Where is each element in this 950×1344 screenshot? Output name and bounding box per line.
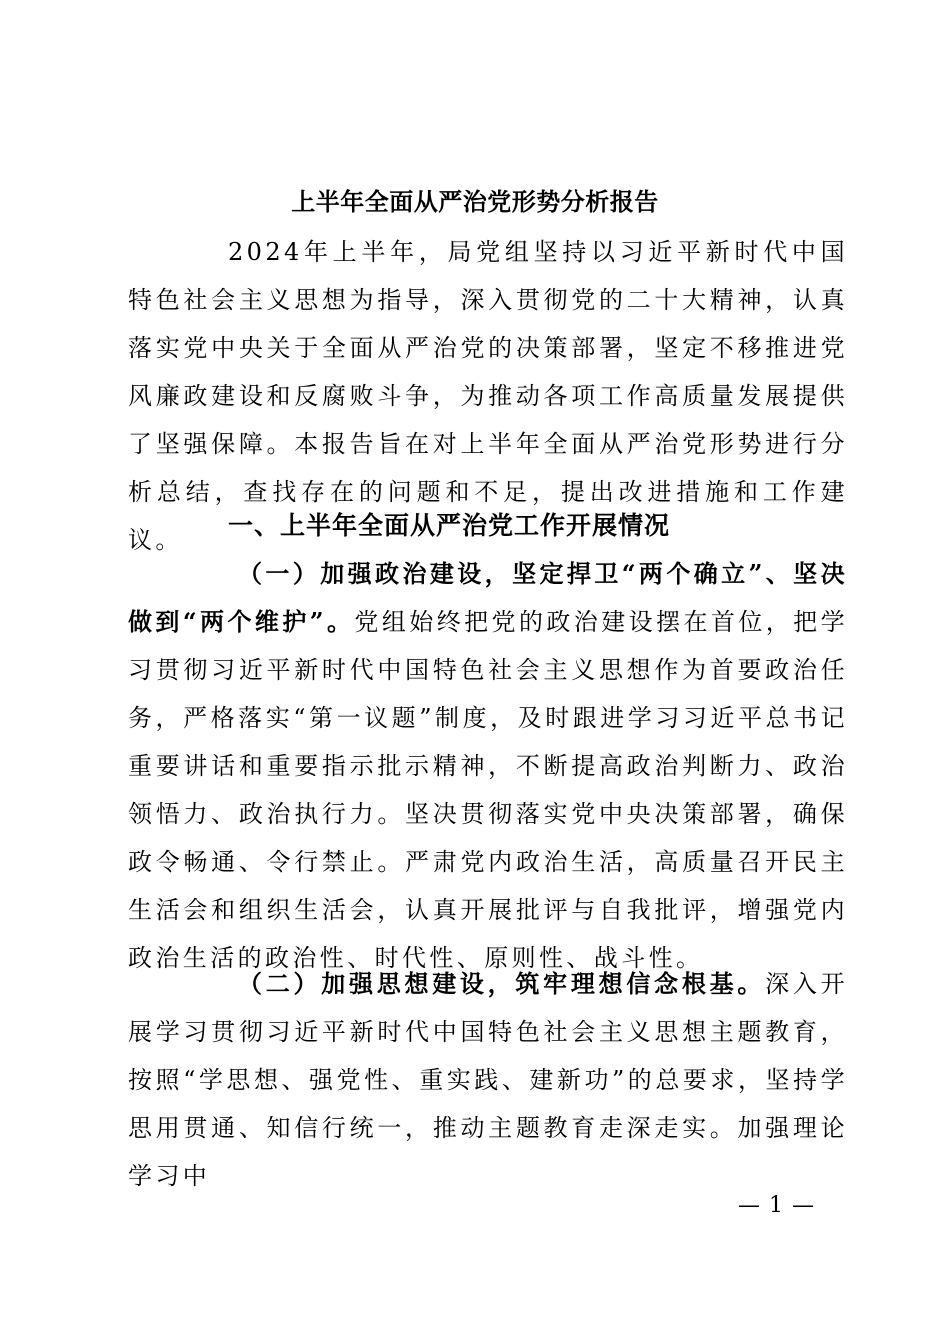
section-item-1-heading: （一）加强政治建设，坚定捍卫“两个确立”、坚决做到“两个维护”。 — [128, 559, 848, 636]
section-item-2-heading: （二）加强思想建设，筑牢理想信念根基。 — [238, 969, 766, 998]
section-item-1-text: 党组始终把党的政治建设摆在首位，把学习贯彻习近平新时代中国特色社会主义思想作为首要政治任务，严格落实“第一议题”制度，及时跟进学习习近平总书记重要讲话和重要指示批示精神，不断提高政治判断力、政治领悟力、政治执行力。坚决贯彻落实党中央决策部署，确保政令畅通、令行禁止。严肃党内政治生活，高质量召开民主生活会和组织生活会，认真开展批评与自我批评，增强党内政治生活的政治性、时代性、原则性、战斗性。 — [128, 608, 848, 972]
section-item-2-paragraph — [128, 960, 848, 1200]
section-item-1-paragraph — [128, 550, 848, 982]
intro-paragraph: 2024年上半年，局党组坚持以习近平新时代中国特色社会主义思想为指导，深入贯彻党的二十大精神，认真落实党中央关于全面从严治党的决策部署，坚定不移推进党风廉政建设和反腐败斗争，为推动各项工作高质量发展提供了坚强保障。本报告旨在对上半年全面从严治党形势进行分析总结，查找存在的问题和不足，提出改进措施和工作建议。 — [128, 238, 848, 554]
section-item-2-text: 深入开展学习贯彻习近平新时代中国特色社会主义思想主题教育，按照“学思想、强党性、重实践、建新功”的总要求，坚持学思用贯通、知信行统一，推动主题教育走深走实。加强理论学习中 — [128, 970, 848, 1190]
document-title: 上半年全面从严治党形势分析报告 — [291, 187, 659, 216]
page-number: — 1 — — [738, 1193, 815, 1218]
section-heading: 一、上半年全面从严治党工作开展情况 — [228, 511, 671, 540]
